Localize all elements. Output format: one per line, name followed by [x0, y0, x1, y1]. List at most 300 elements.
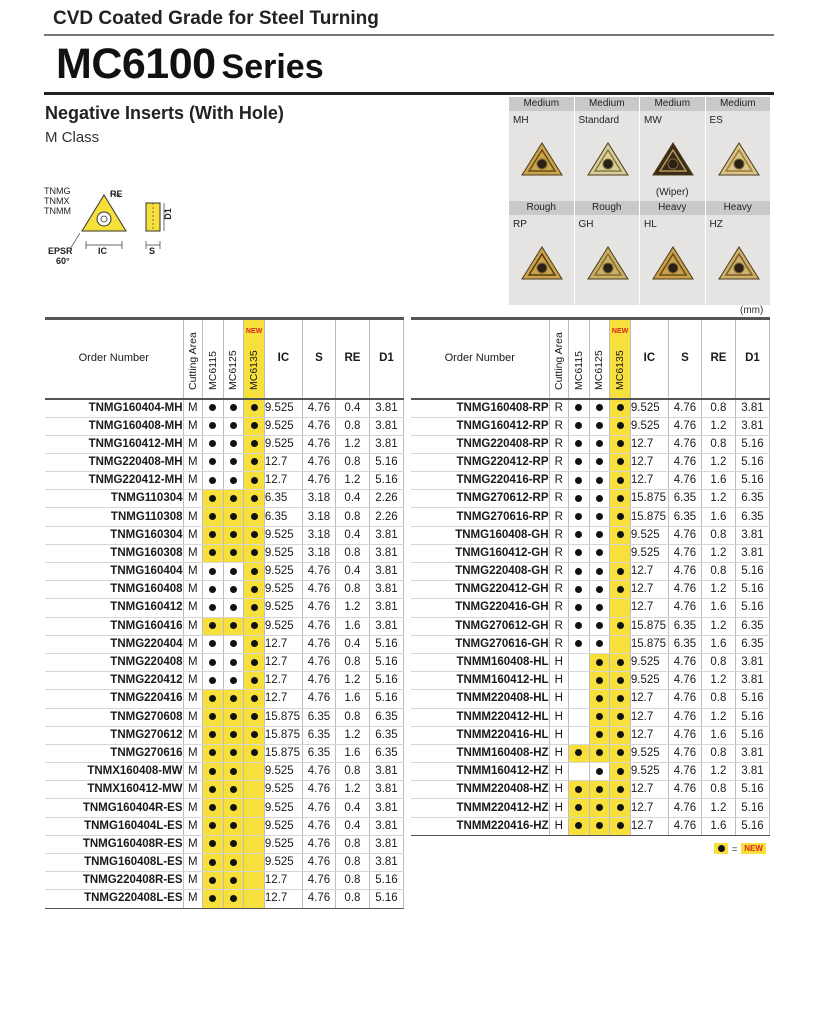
grade-availability: [569, 672, 590, 690]
available-dot-icon: [575, 804, 582, 811]
s-value: 4.76: [302, 690, 335, 708]
cutting-area: M: [183, 817, 203, 835]
cutting-area: R: [549, 417, 569, 435]
grade-availability: [203, 763, 224, 781]
grade-availability: [223, 472, 244, 490]
available-dot-icon: [209, 877, 216, 884]
s-value: 4.76: [668, 417, 701, 435]
table-row: [411, 653, 770, 671]
order-number: TNMG270608: [45, 708, 183, 726]
re-value: 0.8: [335, 854, 369, 872]
s-value: 4.76: [668, 544, 701, 562]
d1-value: 3.81: [369, 854, 403, 872]
re-value: 0.4: [335, 635, 369, 653]
available-dot-icon: [209, 695, 216, 702]
table-row: [411, 635, 770, 653]
order-number: TNMG160404: [45, 563, 183, 581]
table-row: [411, 617, 770, 635]
table-row: [45, 781, 404, 799]
available-dot-icon: [230, 768, 237, 775]
grade-availability: [244, 854, 265, 872]
d1-value: 3.81: [369, 399, 403, 418]
grade-availability: [203, 544, 224, 562]
available-dot-icon: [617, 531, 624, 538]
header-row: [411, 319, 770, 399]
available-dot-icon: [596, 477, 603, 484]
ic-value: 9.525: [630, 672, 668, 690]
available-dot-icon: [251, 677, 258, 684]
order-number: TNMG160412: [45, 599, 183, 617]
available-dot-icon: [251, 477, 258, 484]
table-header: [45, 319, 404, 399]
dim-header-ic: IC: [264, 319, 302, 399]
available-dot-icon: [209, 513, 216, 520]
table-row: [45, 726, 404, 744]
available-dot-icon: [251, 586, 258, 593]
grade-label: MC6135: [248, 349, 261, 390]
order-number: TNMG220412-RP: [411, 453, 549, 471]
cutting-area: R: [549, 472, 569, 490]
available-dot-icon: [617, 731, 624, 738]
grade-availability: [223, 490, 244, 508]
d1-value: 5.16: [369, 472, 403, 490]
available-dot-icon: [575, 458, 582, 465]
grade-availability: [203, 581, 224, 599]
table-row: [411, 690, 770, 708]
available-dot-icon: [596, 458, 603, 465]
re-value: 1.6: [335, 690, 369, 708]
dim-header-s: S: [668, 319, 701, 399]
grade-availability: [610, 744, 631, 762]
re-value: 1.6: [701, 599, 735, 617]
dim-header-s: S: [302, 319, 335, 399]
grade-availability: [203, 472, 224, 490]
ic-value: 12.7: [264, 635, 302, 653]
re-value: 0.8: [701, 781, 735, 799]
grade-availability: [223, 399, 244, 418]
s-value: 4.76: [302, 617, 335, 635]
order-number: TNMM220412-HZ: [411, 799, 549, 817]
grade-availability: [244, 653, 265, 671]
available-dot-icon: [230, 422, 237, 429]
available-dot-icon: [596, 404, 603, 411]
order-number: TNMG220408-MH: [45, 453, 183, 471]
cutting-area: M: [183, 617, 203, 635]
legend-new: NEW: [741, 843, 766, 854]
d1-value: 3.81: [369, 835, 403, 853]
grade-availability: [244, 435, 265, 453]
grade-availability: [223, 526, 244, 544]
chipbreaker-code: HL: [644, 219, 657, 230]
re-value: 1.2: [701, 617, 735, 635]
series-name: MC6100: [56, 40, 216, 88]
grade-label: MC6125: [227, 349, 240, 390]
cutting-area: M: [183, 581, 203, 599]
available-dot-icon: [617, 822, 624, 829]
s-value: 4.76: [302, 599, 335, 617]
ic-value: 9.525: [630, 417, 668, 435]
available-dot-icon: [575, 622, 582, 629]
cutting-area: M: [183, 472, 203, 490]
d1-label: D1: [162, 208, 173, 220]
re-value: 1.2: [701, 763, 735, 781]
table-row: [45, 490, 404, 508]
s-label: S: [149, 246, 156, 256]
chipbreaker-note: (Wiper): [655, 187, 689, 198]
insert-image-icon: [716, 137, 762, 183]
available-dot-icon: [209, 622, 216, 629]
insert-diagram: [40, 183, 180, 268]
available-dot-icon: [251, 695, 258, 702]
grade-header-mc6125: [589, 319, 610, 399]
grade-availability: [569, 690, 590, 708]
d1-value: 5.16: [735, 472, 769, 490]
s-value: 4.76: [302, 435, 335, 453]
grade-availability: [569, 708, 590, 726]
grade-availability: [244, 726, 265, 744]
grade-availability: [569, 417, 590, 435]
s-value: 4.76: [302, 799, 335, 817]
chipbreaker-hz: [706, 201, 772, 305]
table-row: [411, 763, 770, 781]
grade-availability: [569, 399, 590, 418]
table-row: [411, 726, 770, 744]
table-row: [411, 708, 770, 726]
d1-value: 6.35: [735, 617, 769, 635]
available-dot-icon: [596, 640, 603, 647]
grade-availability: [244, 890, 265, 908]
order-number: TNMG160408R-ES: [45, 835, 183, 853]
available-dot-icon: [596, 659, 603, 666]
new-tag: NEW: [245, 328, 263, 335]
available-dot-icon: [617, 768, 624, 775]
ic-value: 12.7: [630, 817, 668, 835]
grade-availability: [223, 453, 244, 471]
grade-availability: [244, 708, 265, 726]
re-value: 0.4: [335, 817, 369, 835]
s-value: 4.76: [668, 781, 701, 799]
available-dot-icon: [230, 859, 237, 866]
s-value: 4.76: [302, 472, 335, 490]
re-value: 1.2: [701, 453, 735, 471]
d1-value: 3.81: [369, 763, 403, 781]
ic-value: 15.875: [630, 635, 668, 653]
available-dot-icon: [230, 749, 237, 756]
grade-availability: [569, 781, 590, 799]
grade-availability: [223, 563, 244, 581]
table-row: [45, 399, 404, 418]
grade-header-mc6135: [610, 319, 631, 399]
available-dot-icon: [230, 568, 237, 575]
re-value: 1.2: [701, 417, 735, 435]
chipbreaker-code: MH: [513, 115, 529, 126]
available-dot-icon: [230, 495, 237, 502]
available-dot-icon: [230, 640, 237, 647]
s-value: 4.76: [668, 799, 701, 817]
grade-availability: [589, 490, 610, 508]
ic-value: 9.525: [264, 799, 302, 817]
table-row: [411, 508, 770, 526]
d1-value: 5.16: [735, 435, 769, 453]
available-dot-icon: [209, 659, 216, 666]
available-dot-icon: [617, 786, 624, 793]
order-number: TNMG270616-RP: [411, 508, 549, 526]
grade-availability: [569, 490, 590, 508]
re-value: 1.2: [335, 435, 369, 453]
grade-availability: [223, 599, 244, 617]
d1-value: 3.81: [369, 817, 403, 835]
grade-availability: [589, 690, 610, 708]
cutting-area: R: [549, 435, 569, 453]
ic-value: 15.875: [264, 708, 302, 726]
grade-availability: [589, 453, 610, 471]
cutting-area: R: [549, 617, 569, 635]
insert-image-icon: [585, 137, 631, 183]
s-value: 4.76: [302, 581, 335, 599]
available-dot-icon: [575, 549, 582, 556]
cutting-area: M: [183, 726, 203, 744]
ic-value: 12.7: [630, 581, 668, 599]
available-dot-icon: [575, 568, 582, 575]
ic-value: 12.7: [264, 453, 302, 471]
available-dot-icon: [575, 495, 582, 502]
dim-header-re: RE: [701, 319, 735, 399]
page-subtitle: Negative Inserts (With Hole): [45, 103, 284, 123]
available-dot-icon: [617, 458, 624, 465]
re-value: 1.2: [335, 672, 369, 690]
chipbreaker-duty: Medium: [706, 97, 771, 111]
grade-availability: [569, 763, 590, 781]
grade-availability: [203, 890, 224, 908]
cutting-area: M: [183, 744, 203, 762]
re-value: 0.8: [701, 653, 735, 671]
chipbreaker-mh: [509, 97, 575, 201]
ic-value: 12.7: [630, 472, 668, 490]
available-dot-icon: [596, 586, 603, 593]
cutting-area-label: Cutting Area: [552, 331, 565, 390]
s-value: 4.76: [668, 599, 701, 617]
available-dot-icon: [251, 422, 258, 429]
grade-header-mc6135: [244, 319, 265, 399]
d1-value: 3.81: [369, 581, 403, 599]
chipbreaker-duty: Medium: [509, 97, 574, 111]
table-row: [411, 435, 770, 453]
grade-availability: [569, 653, 590, 671]
d1-value: 3.81: [735, 399, 769, 418]
re-value: 1.6: [701, 817, 735, 835]
table-row: [45, 544, 404, 562]
available-dot-icon: [209, 768, 216, 775]
available-dot-icon: [230, 786, 237, 793]
spec-table-left: [45, 317, 404, 909]
d1-value: 5.16: [735, 781, 769, 799]
chipbreaker-duty: Medium: [640, 97, 705, 111]
s-value: 4.76: [302, 872, 335, 890]
grade-label: MC6135: [614, 349, 627, 390]
grade-availability: [203, 781, 224, 799]
ic-value: 9.525: [264, 435, 302, 453]
cutting-area: M: [183, 435, 203, 453]
re-value: 0.8: [701, 563, 735, 581]
cutting-area: M: [183, 781, 203, 799]
cutting-area: R: [549, 508, 569, 526]
available-dot-icon: [251, 622, 258, 629]
s-value: 4.76: [302, 781, 335, 799]
order-number: TNMM220416-HL: [411, 726, 549, 744]
available-dot-icon: [230, 877, 237, 884]
ic-value: 9.525: [630, 744, 668, 762]
grade-availability: [589, 817, 610, 835]
order-number-header: Order Number: [45, 319, 183, 399]
chipbreaker-body: [509, 215, 574, 305]
order-number: TNMG160412-GH: [411, 544, 549, 562]
s-value: 4.76: [302, 672, 335, 690]
grade-availability: [569, 526, 590, 544]
grade-availability: [589, 599, 610, 617]
d1-value: 3.81: [735, 417, 769, 435]
re-value: 0.8: [335, 708, 369, 726]
ic-value: 12.7: [264, 872, 302, 890]
grade-availability: [569, 799, 590, 817]
chipbreaker-hl: [640, 201, 706, 305]
grade-availability: [244, 417, 265, 435]
d1-value: 3.81: [735, 763, 769, 781]
title-rule: [44, 34, 774, 36]
grade-availability: [589, 435, 610, 453]
ic-value: 12.7: [630, 726, 668, 744]
table-row: [411, 581, 770, 599]
ic-value: 12.7: [630, 708, 668, 726]
s-value: 6.35: [668, 635, 701, 653]
table-row: [45, 635, 404, 653]
available-dot-icon: [209, 440, 216, 447]
order-number: TNMG110308: [45, 508, 183, 526]
available-dot-icon: [617, 749, 624, 756]
grade-availability: [223, 653, 244, 671]
grade-availability: [203, 799, 224, 817]
s-value: 4.76: [668, 399, 701, 418]
d1-value: 5.16: [369, 653, 403, 671]
re-value: 1.2: [335, 726, 369, 744]
s-value: 3.18: [302, 526, 335, 544]
grade-availability: [244, 744, 265, 762]
type-label-1: TNMG: [44, 186, 71, 196]
grade-availability: [610, 526, 631, 544]
legend-dot: [714, 843, 728, 854]
available-dot-icon: [209, 495, 216, 502]
available-dot-icon: [575, 477, 582, 484]
chipbreaker-code: MW: [644, 115, 662, 126]
cutting-area-header: [549, 319, 569, 399]
grade-availability: [610, 672, 631, 690]
available-dot-icon: [209, 549, 216, 556]
grade-availability: [569, 508, 590, 526]
ic-value: 6.35: [264, 490, 302, 508]
order-number: TNMM220416-HZ: [411, 817, 549, 835]
d1-value: 3.81: [369, 799, 403, 817]
order-number: TNMM220412-HL: [411, 708, 549, 726]
available-dot-icon: [575, 440, 582, 447]
cutting-area: M: [183, 417, 203, 435]
re-value: 1.2: [701, 672, 735, 690]
grade-availability: [569, 726, 590, 744]
ic-label: IC: [98, 246, 107, 256]
ic-value: 9.525: [264, 835, 302, 853]
s-value: 4.76: [668, 435, 701, 453]
d1-value: 3.81: [735, 544, 769, 562]
available-dot-icon: [230, 677, 237, 684]
cutting-area: M: [183, 599, 203, 617]
available-dot-icon: [209, 804, 216, 811]
table-row: [411, 472, 770, 490]
cutting-area: H: [549, 672, 569, 690]
type-label-2: TNMX: [44, 196, 70, 206]
order-number: TNMG160304: [45, 526, 183, 544]
available-dot-icon: [209, 677, 216, 684]
order-number: TNMX160408-MW: [45, 763, 183, 781]
available-dot-icon: [617, 659, 624, 666]
grade-availability: [203, 417, 224, 435]
d1-value: 2.26: [369, 508, 403, 526]
ic-value: 12.7: [264, 472, 302, 490]
available-dot-icon: [251, 731, 258, 738]
ic-value: 12.7: [264, 890, 302, 908]
cutting-area: H: [549, 763, 569, 781]
chipbreaker-rp: [509, 201, 575, 305]
cutting-area: R: [549, 544, 569, 562]
s-value: 4.76: [668, 817, 701, 835]
available-dot-icon: [230, 731, 237, 738]
grade-availability: [610, 544, 631, 562]
cutting-area: M: [183, 763, 203, 781]
available-dot-icon: [209, 640, 216, 647]
grade-availability: [589, 472, 610, 490]
chipbreaker-body: [640, 215, 705, 305]
order-number: TNMM160412-HZ: [411, 763, 549, 781]
chipbreaker-standard: [575, 97, 641, 201]
re-value: 1.2: [701, 544, 735, 562]
re-value: 0.8: [335, 763, 369, 781]
available-dot-icon: [251, 495, 258, 502]
d1-value: 5.16: [735, 726, 769, 744]
re-value: 0.4: [335, 399, 369, 418]
re-value: 1.2: [701, 581, 735, 599]
grade-availability: [223, 872, 244, 890]
grade-availability: [244, 799, 265, 817]
grade-availability: [223, 708, 244, 726]
grade-availability: [223, 617, 244, 635]
header-row: [45, 319, 404, 399]
available-dot-icon: [230, 586, 237, 593]
grade-availability: [569, 617, 590, 635]
available-dot-icon: [575, 786, 582, 793]
re-value: 0.8: [701, 690, 735, 708]
type-label-3: TNMM: [44, 206, 71, 216]
cutting-area: R: [549, 581, 569, 599]
s-value: 6.35: [668, 490, 701, 508]
table-row: [411, 672, 770, 690]
table-row: [411, 781, 770, 799]
table-row: [411, 526, 770, 544]
d1-value: 5.16: [369, 453, 403, 471]
cutting-area: M: [183, 453, 203, 471]
available-dot-icon: [596, 568, 603, 575]
cutting-area: M: [183, 708, 203, 726]
d1-value: 3.81: [369, 599, 403, 617]
angle-label: 60°: [56, 256, 70, 266]
available-dot-icon: [575, 586, 582, 593]
s-value: 4.76: [668, 653, 701, 671]
